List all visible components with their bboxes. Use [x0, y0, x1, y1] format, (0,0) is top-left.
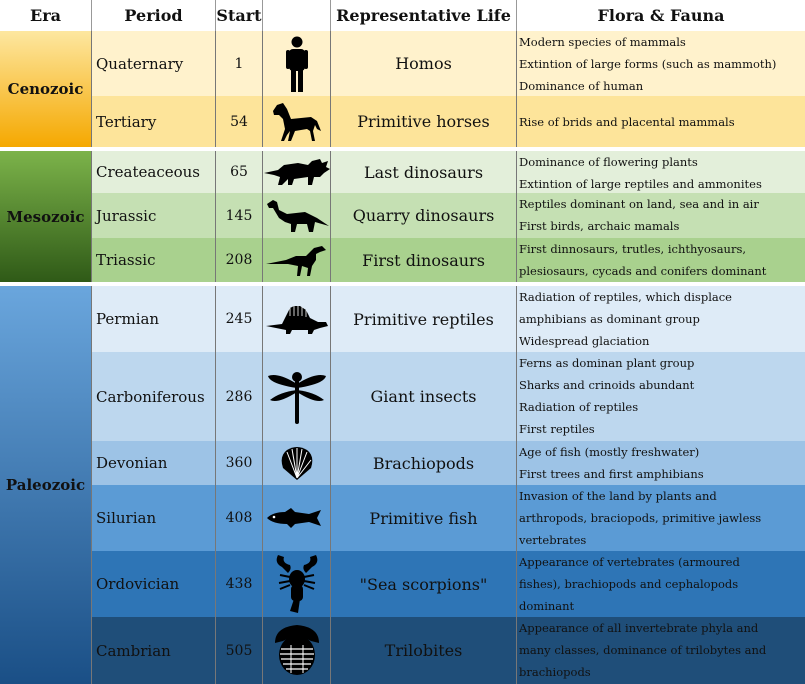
flora-fauna	[517, 485, 805, 551]
period-name: Quaternary	[92, 31, 216, 96]
representative-life: Giant insects	[331, 352, 517, 441]
flora-fauna-line: Dominance of flowering plants	[519, 155, 698, 169]
flora-fauna	[517, 352, 805, 441]
start-value: 286	[216, 352, 263, 441]
period-name: Jurassic	[92, 193, 216, 238]
period-name: Tertiary	[92, 96, 216, 147]
horse-icon	[263, 96, 331, 147]
table-row	[92, 551, 805, 617]
dragonfly-icon	[263, 352, 331, 441]
table-row	[92, 31, 805, 96]
period-name: Ordovician	[92, 551, 216, 617]
start-value: 360	[216, 441, 263, 485]
period-name: Cambrian	[92, 617, 216, 684]
flora-fauna-line: First birds, archaic mamals	[519, 219, 680, 233]
flora-fauna-line: Radiation of reptiles	[519, 400, 639, 414]
flora-fauna-line: plesiosaurs, cycads and conifers dominant	[519, 264, 767, 278]
flora-fauna-line: Widespread glaciation	[519, 334, 650, 348]
table-row	[92, 238, 805, 282]
flora-fauna	[517, 151, 805, 193]
flora-fauna-line: Dominance of human	[519, 79, 644, 93]
representative-life: "Sea scorpions"	[331, 551, 517, 617]
table-row	[92, 193, 805, 238]
flora-fauna-line: Rise of brids and placental mammals	[519, 114, 735, 129]
table-row	[92, 441, 805, 485]
flora-fauna-line: fishes), brachiopods and cephalopods	[519, 577, 739, 591]
table-row	[92, 352, 805, 441]
flora-fauna-line: Extintion of large forms (such as mammoth)	[519, 57, 777, 71]
flora-fauna-line: Reptiles dominant on land, sea and in air	[519, 197, 759, 211]
header-start: Start	[216, 0, 263, 31]
start-value: 54	[216, 96, 263, 147]
period-name: Triassic	[92, 238, 216, 282]
era-paleozoic: Paleozoic	[0, 286, 92, 684]
flora-fauna	[517, 31, 805, 96]
shell-icon	[263, 441, 331, 485]
start-value: 505	[216, 617, 263, 684]
table-row	[92, 485, 805, 551]
flora-fauna-line: Invasion of the land by plants and	[519, 489, 717, 503]
header-era: Era	[0, 0, 92, 31]
flora-fauna-line: Appearance of all invertebrate phyla and	[519, 621, 759, 635]
flora-fauna	[517, 441, 805, 485]
dimetrodon-icon	[263, 286, 331, 352]
representative-life: First dinosaurs	[331, 238, 517, 282]
period-name: Devonian	[92, 441, 216, 485]
trilobite-icon	[263, 617, 331, 684]
start-value: 408	[216, 485, 263, 551]
triceratops-icon	[263, 151, 331, 193]
flora-fauna-line: Appearance of vertebrates (armoured	[519, 555, 740, 569]
table-row	[92, 617, 805, 684]
table-row	[92, 151, 805, 193]
flora-fauna-line: brachiopods	[519, 665, 591, 679]
representative-life: Primitive horses	[331, 96, 517, 147]
period-name: Permian	[92, 286, 216, 352]
flora-fauna	[517, 193, 805, 238]
flora-fauna-line: amphibians as dominant group	[519, 312, 700, 326]
fish-icon	[263, 485, 331, 551]
flora-fauna	[517, 286, 805, 352]
era-cenozoic: Cenozoic	[0, 31, 92, 147]
flora-fauna-line: many classes, dominance of trilobytes and	[519, 643, 767, 657]
flora-fauna-line: vertebrates	[519, 533, 587, 547]
flora-fauna-line: Modern species of mammals	[519, 35, 686, 49]
flora-fauna-line: Age of fish (mostly freshwater)	[519, 445, 700, 459]
period-name: Carboniferous	[92, 352, 216, 441]
representative-life: Brachiopods	[331, 441, 517, 485]
start-value: 65	[216, 151, 263, 193]
header-period: Period	[92, 0, 216, 31]
era-mesozoic: Mesozoic	[0, 151, 92, 282]
start-value: 438	[216, 551, 263, 617]
flora-fauna-line: First reptiles	[519, 422, 595, 436]
flora-fauna	[517, 551, 805, 617]
flora-fauna-line: arthropods, braciopods, primitive jawless	[519, 511, 762, 525]
flora-fauna-line: First trees and first amphibians	[519, 467, 704, 481]
representative-life: Quarry dinosaurs	[331, 193, 517, 238]
scorpion-icon	[263, 551, 331, 617]
start-value: 208	[216, 238, 263, 282]
representative-life: Homos	[331, 31, 517, 96]
flora-fauna-line: Extintion of large reptiles and ammonites	[519, 177, 762, 191]
table-row	[92, 96, 805, 147]
flora-fauna-line: Radiation of reptiles, which displace	[519, 290, 732, 304]
period-name: Createaceous	[92, 151, 216, 193]
flora-fauna-line: First dinnosaurs, trutles, ichthyosaurs,	[519, 242, 747, 256]
header-icon	[263, 0, 331, 31]
flora-fauna	[517, 238, 805, 282]
flora-fauna-line: Ferns as dominan plant group	[519, 356, 695, 370]
representative-life: Primitive fish	[331, 485, 517, 551]
table-row	[92, 286, 805, 352]
header-representative-life: Representative Life	[331, 0, 517, 31]
representative-life: Primitive reptiles	[331, 286, 517, 352]
flora-fauna	[517, 96, 805, 147]
sauropod-icon	[263, 193, 331, 238]
raptor-icon	[263, 238, 331, 282]
period-name: Silurian	[92, 485, 216, 551]
representative-life: Trilobites	[331, 617, 517, 684]
human-icon	[263, 31, 331, 96]
header-flora-fauna: Flora & Fauna	[517, 0, 805, 31]
start-value: 1	[216, 31, 263, 96]
representative-life: Last dinosaurs	[331, 151, 517, 193]
start-value: 245	[216, 286, 263, 352]
flora-fauna-line: Sharks and crinoids abundant	[519, 378, 695, 392]
flora-fauna	[517, 617, 805, 684]
flora-fauna-line: dominant	[519, 599, 575, 613]
start-value: 145	[216, 193, 263, 238]
